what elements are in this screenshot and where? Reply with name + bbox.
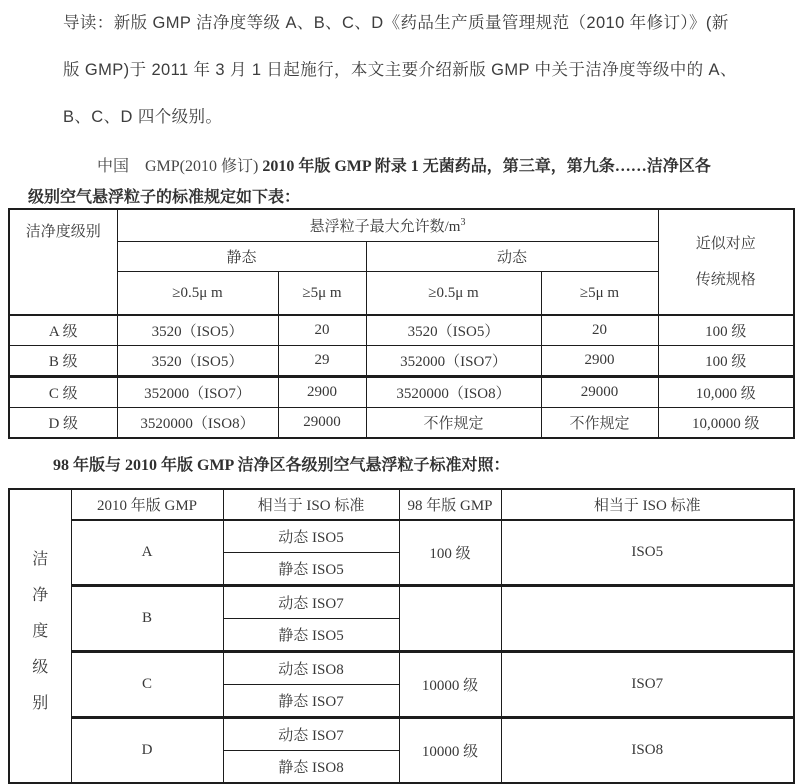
intro-paragraph <box>63 0 743 141</box>
particle-limits-table-wrapper <box>8 208 795 439</box>
particle-limits-table <box>8 208 795 439</box>
t2-row-b-dynamic <box>9 586 794 619</box>
t1-d-static-05: 3520000（ISO8） <box>117 408 278 439</box>
t1-header-traditional-line2: 传统规格 <box>695 272 756 288</box>
t2-b-grade: B <box>71 586 223 652</box>
t1-a-dynamic-5: 20 <box>541 315 658 346</box>
t2-side-label-char3: 度 <box>32 622 49 640</box>
t1-c-static-05: 352000（ISO7） <box>117 377 278 408</box>
t2-side-label-cell <box>9 489 71 783</box>
t2-b-static: 静态 ISO5 <box>223 619 399 652</box>
t2-a-old-grade: 100 级 <box>399 520 501 586</box>
t1-header-traditional <box>658 209 794 315</box>
t1-row-grade-d <box>9 408 794 439</box>
t2-header-iso-right: 相当于 ISO 标准 <box>501 489 794 520</box>
t1-header-dynamic: 动态 <box>366 242 658 272</box>
table1-caption-line2: 级别空气悬浮粒子的标准规定如下表： <box>28 189 301 206</box>
t2-d-grade: D <box>71 718 223 784</box>
t1-a-static-05: 3520（ISO5） <box>117 315 278 346</box>
t2-a-dynamic: 动态 ISO5 <box>223 520 399 553</box>
t1-row-grade-c <box>9 377 794 408</box>
t1-b-static-05: 3520（ISO5） <box>117 346 278 377</box>
t1-d-dynamic-5: 不作规定 <box>541 408 658 439</box>
t2-row-c-dynamic <box>9 652 794 685</box>
t2-b-iso <box>501 586 794 652</box>
intro-line-3: B、C、D 四个级别。 <box>63 108 223 126</box>
comparison-table <box>8 488 795 784</box>
t2-c-grade: C <box>71 652 223 718</box>
t1-header-size-dynamic-5: ≥5μ m <box>541 272 658 316</box>
t1-a-grade: A 级 <box>9 315 117 346</box>
t2-a-static: 静态 ISO5 <box>223 553 399 586</box>
t2-b-old-grade <box>399 586 501 652</box>
t2-c-iso: ISO7 <box>501 652 794 718</box>
t1-c-static-5: 2900 <box>278 377 366 408</box>
t1-c-traditional: 10,000 级 <box>658 377 794 408</box>
t1-header-static: 静态 <box>117 242 366 272</box>
t2-header-iso-left: 相当于 ISO 标准 <box>223 489 399 520</box>
t1-row-grade-a <box>9 315 794 346</box>
t1-b-dynamic-05: 352000（ISO7） <box>366 346 541 377</box>
t1-d-traditional: 10,0000 级 <box>658 408 794 439</box>
comparison-table-wrapper <box>8 488 795 784</box>
t2-c-static: 静态 ISO7 <box>223 685 399 718</box>
t1-header-size-dynamic-05: ≥0.5μ m <box>366 272 541 316</box>
t2-side-label <box>10 490 71 782</box>
t2-d-iso: ISO8 <box>501 718 794 784</box>
t1-header-grade: 洁净度级别 <box>9 209 117 315</box>
t2-side-label-char1: 洁 <box>32 550 49 568</box>
t1-b-grade: B 级 <box>9 346 117 377</box>
table1-caption-bold: 2010 年版 GMP 附录 1 无菌药品，第三章，第九条……洁净区各 <box>262 158 711 175</box>
t1-c-dynamic-05: 3520000（ISO8） <box>366 377 541 408</box>
t2-row-d-dynamic <box>9 718 794 751</box>
t1-d-grade: D 级 <box>9 408 117 439</box>
t2-side-label-char5: 别 <box>32 694 49 712</box>
t2-side-label-char4: 级 <box>32 658 49 676</box>
t1-d-static-5: 29000 <box>278 408 366 439</box>
t2-side-label-char2: 净 <box>32 586 49 604</box>
t1-header-size-static-05: ≥0.5μ m <box>117 272 278 316</box>
t1-b-dynamic-5: 2900 <box>541 346 658 377</box>
t2-d-old-grade: 10000 级 <box>399 718 501 784</box>
table1-caption-line1 <box>97 153 711 176</box>
t1-header-traditional-line1: 近似对应 <box>695 236 756 252</box>
t2-header-2010: 2010 年版 GMP <box>71 489 223 520</box>
t1-a-static-5: 20 <box>278 315 366 346</box>
t1-row-grade-b <box>9 346 794 377</box>
t1-header-particles <box>117 209 658 242</box>
t1-b-static-5: 29 <box>278 346 366 377</box>
t2-d-static: 静态 ISO8 <box>223 751 399 784</box>
table1-caption-prefix: 中国 GMP(2010 修订) <box>97 158 263 175</box>
t1-a-dynamic-05: 3520（ISO5） <box>366 315 541 346</box>
intro-line-2: 版 GMP)于 2011 年 3 月 1 日起施行，本文主要介绍新版 GMP 中关于洁净度等级中的 A、 <box>63 61 737 79</box>
table2-caption: 98 年版与 2010 年版 GMP 洁净区各级别空气悬浮粒子标准对照： <box>53 457 510 474</box>
t1-header-size-static-5: ≥5μ m <box>278 272 366 316</box>
t2-c-dynamic: 动态 ISO8 <box>223 652 399 685</box>
t1-header-particles-sup: 3 <box>460 217 466 228</box>
t1-c-grade: C 级 <box>9 377 117 408</box>
t2-d-dynamic: 动态 ISO7 <box>223 718 399 751</box>
t2-header-98: 98 年版 GMP <box>399 489 501 520</box>
intro-line-1: 导读：新版 GMP 洁净度等级 A、B、C、D《药品生产质量管理规范（2010 年修订）》(新 <box>63 14 729 32</box>
t2-b-dynamic: 动态 ISO7 <box>223 586 399 619</box>
t2-c-old-grade: 10000 级 <box>399 652 501 718</box>
t2-a-grade: A <box>71 520 223 586</box>
t1-b-traditional: 100 级 <box>658 346 794 377</box>
t1-a-traditional: 100 级 <box>658 315 794 346</box>
t1-d-dynamic-05: 不作规定 <box>366 408 541 439</box>
t1-header-particles-text: 悬浮粒子最大允许数/m <box>309 219 461 235</box>
t2-row-a-dynamic <box>9 520 794 553</box>
t1-c-dynamic-5: 29000 <box>541 377 658 408</box>
t2-a-iso: ISO5 <box>501 520 794 586</box>
